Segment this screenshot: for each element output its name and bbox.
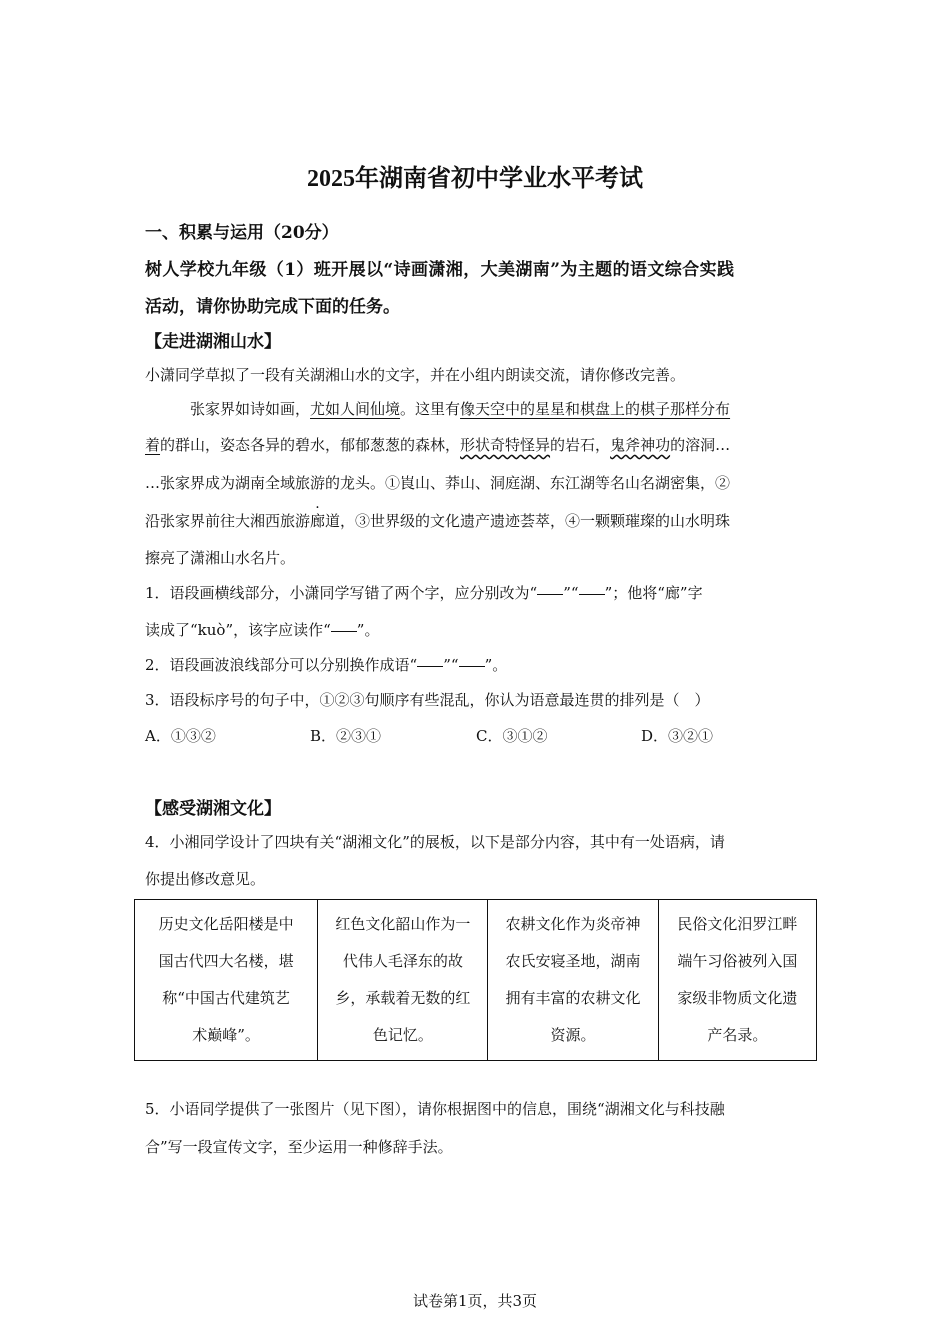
- option-d[interactable]: D．③②①: [641, 727, 714, 745]
- question-1-line-2: [145, 619, 379, 640]
- passage-line-1: [190, 398, 730, 419]
- underlined-phrase: 着: [145, 436, 161, 454]
- board-line: 历史文化岳阳楼是中: [158, 915, 294, 933]
- question-text: ”；他将“廊”字: [604, 584, 703, 602]
- question-text: ”。: [484, 656, 508, 674]
- passage-text: 的岩石，: [550, 436, 611, 454]
- dotted-character: 廊: [310, 512, 326, 530]
- option-a[interactable]: A．①③②: [145, 727, 216, 745]
- question-2: [145, 654, 507, 675]
- board-line: 农氏安寝圣地，湖南: [505, 952, 641, 970]
- question-5-line-1: 5．小语同学提供了一张图片（见下图），请你根据图中的信息，围绕“湖湘文化与科技融: [145, 1100, 725, 1118]
- board-line: 红色文化韶山作为一: [335, 915, 471, 933]
- question-5-line-2: 合”写一段宣传文字，至少运用一种修辞手法。: [145, 1138, 453, 1156]
- part1-heading: 【走进湖湘山水】: [145, 332, 281, 352]
- board-line: 资源。: [550, 1026, 596, 1044]
- intro-line-1: 树人学校九年级（1）班开展以“诗画潇湘，大美湖南”为主题的语文综合实践: [145, 260, 735, 280]
- question-text: 1．语段画横线部分，小潇同学写错了两个字，应分别改为“: [145, 584, 538, 602]
- intro-line-2: 活动，请你协助完成下面的任务。: [145, 297, 400, 317]
- answer-blank[interactable]: [417, 665, 443, 667]
- question-3: 3．语段标序号的句子中，①②③句顺序有些混乱，你认为语意最连贯的排列是（ ）: [145, 691, 710, 709]
- page-footer: 试卷第1页，共3页: [412, 1292, 538, 1310]
- table-row: [135, 900, 817, 1061]
- underlined-phrase: 尤如人间仙境: [310, 400, 401, 418]
- question-text: ”“: [563, 584, 579, 602]
- board-line: 代伟人毛泽东的故: [342, 952, 463, 970]
- passage-text: 的群山，姿态各异的碧水，郁郁葱葱的森林，: [160, 436, 461, 454]
- part1-description: 小潇同学草拟了一段有关湖湘山水的文字，并在小组内朗读交流，请你修改完善。: [145, 366, 686, 384]
- passage-text: 。这里有: [400, 400, 461, 418]
- board-line: 农耕文化作为炎帝神: [505, 915, 641, 933]
- page-title: 2025年湖南省初中学业水平考试: [307, 166, 643, 192]
- underlined-phrase: 像天空中的星星和棋盘上的棋子那样分布: [460, 400, 731, 418]
- passage-line-2: [145, 434, 730, 455]
- passage-text: 的溶洞…: [670, 436, 731, 454]
- question-4-line-2: 你提出修改意见。: [145, 870, 266, 888]
- question-text: 2．语段画波浪线部分可以分别换作成语“: [145, 656, 418, 674]
- board-line: 民俗文化汨罗江畔: [677, 915, 798, 933]
- question-text: ”“: [443, 656, 459, 674]
- exhibition-boards-table: [134, 899, 817, 1061]
- question-1-line-1: [145, 582, 703, 603]
- board-line: 色记忆。: [372, 1026, 433, 1044]
- board-line: 产名录。: [707, 1026, 768, 1044]
- wavy-phrase: 形状奇特怪异: [460, 436, 551, 454]
- board-line: 称“中国古代建筑艺: [162, 989, 290, 1007]
- answer-blank[interactable]: [579, 593, 605, 595]
- option-c[interactable]: C．③①②: [476, 727, 548, 745]
- answer-blank[interactable]: [537, 593, 563, 595]
- question-4-line-1: 4．小湘同学设计了四块有关“湖湘文化”的展板，以下是部分内容，其中有一处语病，请: [145, 833, 725, 851]
- part2-heading: 【感受湖湘文化】: [145, 799, 281, 819]
- passage-text: 道，③世界级的文化遗产遗迹荟萃，④一颗颗璀璨的山水明珠: [325, 512, 731, 530]
- board-line: 拥有丰富的农耕文化: [505, 989, 641, 1007]
- question-text: ”。: [356, 621, 380, 639]
- passage-text: 张家界如诗如画，: [190, 400, 311, 418]
- board-line: 乡，承载着无数的红: [335, 989, 471, 1007]
- board-farming: [488, 900, 658, 1061]
- board-folk-custom: [658, 900, 816, 1061]
- board-line: 端午习俗被列入国: [677, 952, 798, 970]
- passage-line-5: 擦亮了潇湘山水名片。: [145, 549, 296, 567]
- board-line: 术巅峰”。: [192, 1026, 260, 1044]
- passage-line-4: [145, 510, 730, 531]
- board-line: 国古代四大名楼，堪: [158, 952, 294, 970]
- wavy-phrase: 鬼斧神功: [610, 436, 671, 454]
- board-history: [135, 900, 318, 1061]
- section-heading: 一、积累与运用（20分）: [145, 223, 339, 243]
- answer-blank[interactable]: [459, 665, 485, 667]
- answer-blank[interactable]: [331, 630, 357, 632]
- board-red-culture: [318, 900, 488, 1061]
- passage-line-3: …张家界成为湖南全域旅游的龙头。①崀山、莽山、洞庭湖、东江湖等名山名湖密集，②: [145, 474, 731, 492]
- passage-text: 沿张家界前往大湘西旅游: [145, 512, 311, 530]
- question-text: 读成了“kuò”，该字应读作“: [145, 621, 331, 639]
- board-line: 家级非物质文化遗: [677, 989, 798, 1007]
- option-b[interactable]: B．②③①: [310, 727, 382, 745]
